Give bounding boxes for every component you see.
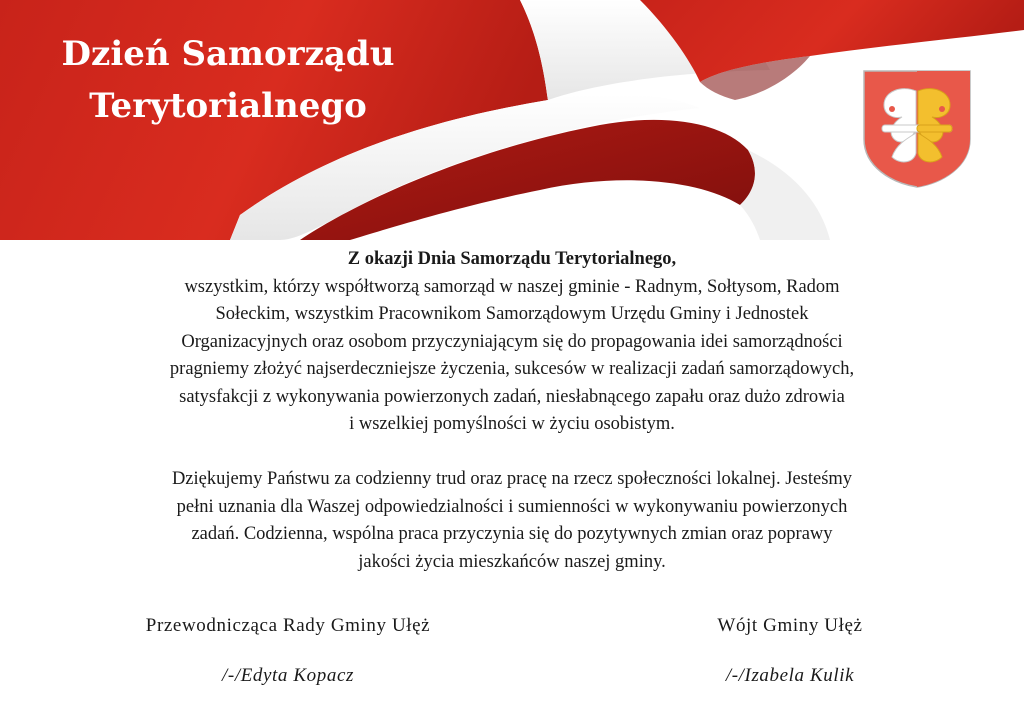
paragraph-line: Dziękujemy Państwu za codzienny trud oraz pracę na rzecz społeczności lokalnej. Jesteśmy xyxy=(171,469,853,489)
paragraph-line: wszystkim, którzy współtworzą samorząd w naszej gminie - Radnym, Sołtysom, Radom xyxy=(184,276,840,297)
signature-name: /-/Edyta Kopacz xyxy=(222,665,354,686)
paragraph-line: Sołeckim, wszystkim Pracownikom Samorządowym Urzędu Gminy i Jednostek xyxy=(215,304,809,324)
page-title-line-2: Terytorialnego xyxy=(89,86,367,126)
paragraph-line: zadań. Codzienna, wspólna praca przyczynia się do pozytywnych zmian oraz poprawy xyxy=(191,524,833,544)
paragraph-line: Organizacyjnych oraz osobom przyczyniającym się do propagowania idei samorządności xyxy=(181,331,843,352)
coat-of-arms-icon xyxy=(862,69,972,189)
paragraph-line: jakości życia mieszkańców naszej gminy. xyxy=(358,551,666,572)
signature-block-mayor xyxy=(640,612,940,690)
letter-paragraph-1 xyxy=(90,274,934,439)
letter-body xyxy=(90,246,934,576)
paragraph-line: i wszelkiej pomyślności w życiu osobistym. xyxy=(349,414,675,434)
page-title-line-1: Dzień Samorządu xyxy=(61,34,395,74)
paragraph-line: pragniemy złożyć najserdeczniejsze życzenia, sukcesów w realizacji zadań samorządowych, xyxy=(169,359,855,379)
signature-name: /-/Izabela Kulik xyxy=(725,665,855,686)
signature-role: Przewodnicząca Rady Gminy Ułęż xyxy=(145,615,431,636)
signature-role: Wójt Gminy Ułęż xyxy=(717,615,863,636)
letter-paragraph-2 xyxy=(90,466,934,576)
letter-lead: Z okazji Dnia Samorządu Terytorialnego, xyxy=(347,249,677,269)
paragraph-line: satysfakcji z wykonywania powierzonych zadań, niesłabnącego zapału oraz dużo zdrowia xyxy=(179,386,845,407)
page-title xyxy=(48,28,408,132)
signature-block-council-chair xyxy=(88,612,488,690)
paragraph-line: pełni uznania dla Waszej odpowiedzialności i sumienności w wykonywaniu powierzonych xyxy=(176,496,848,517)
